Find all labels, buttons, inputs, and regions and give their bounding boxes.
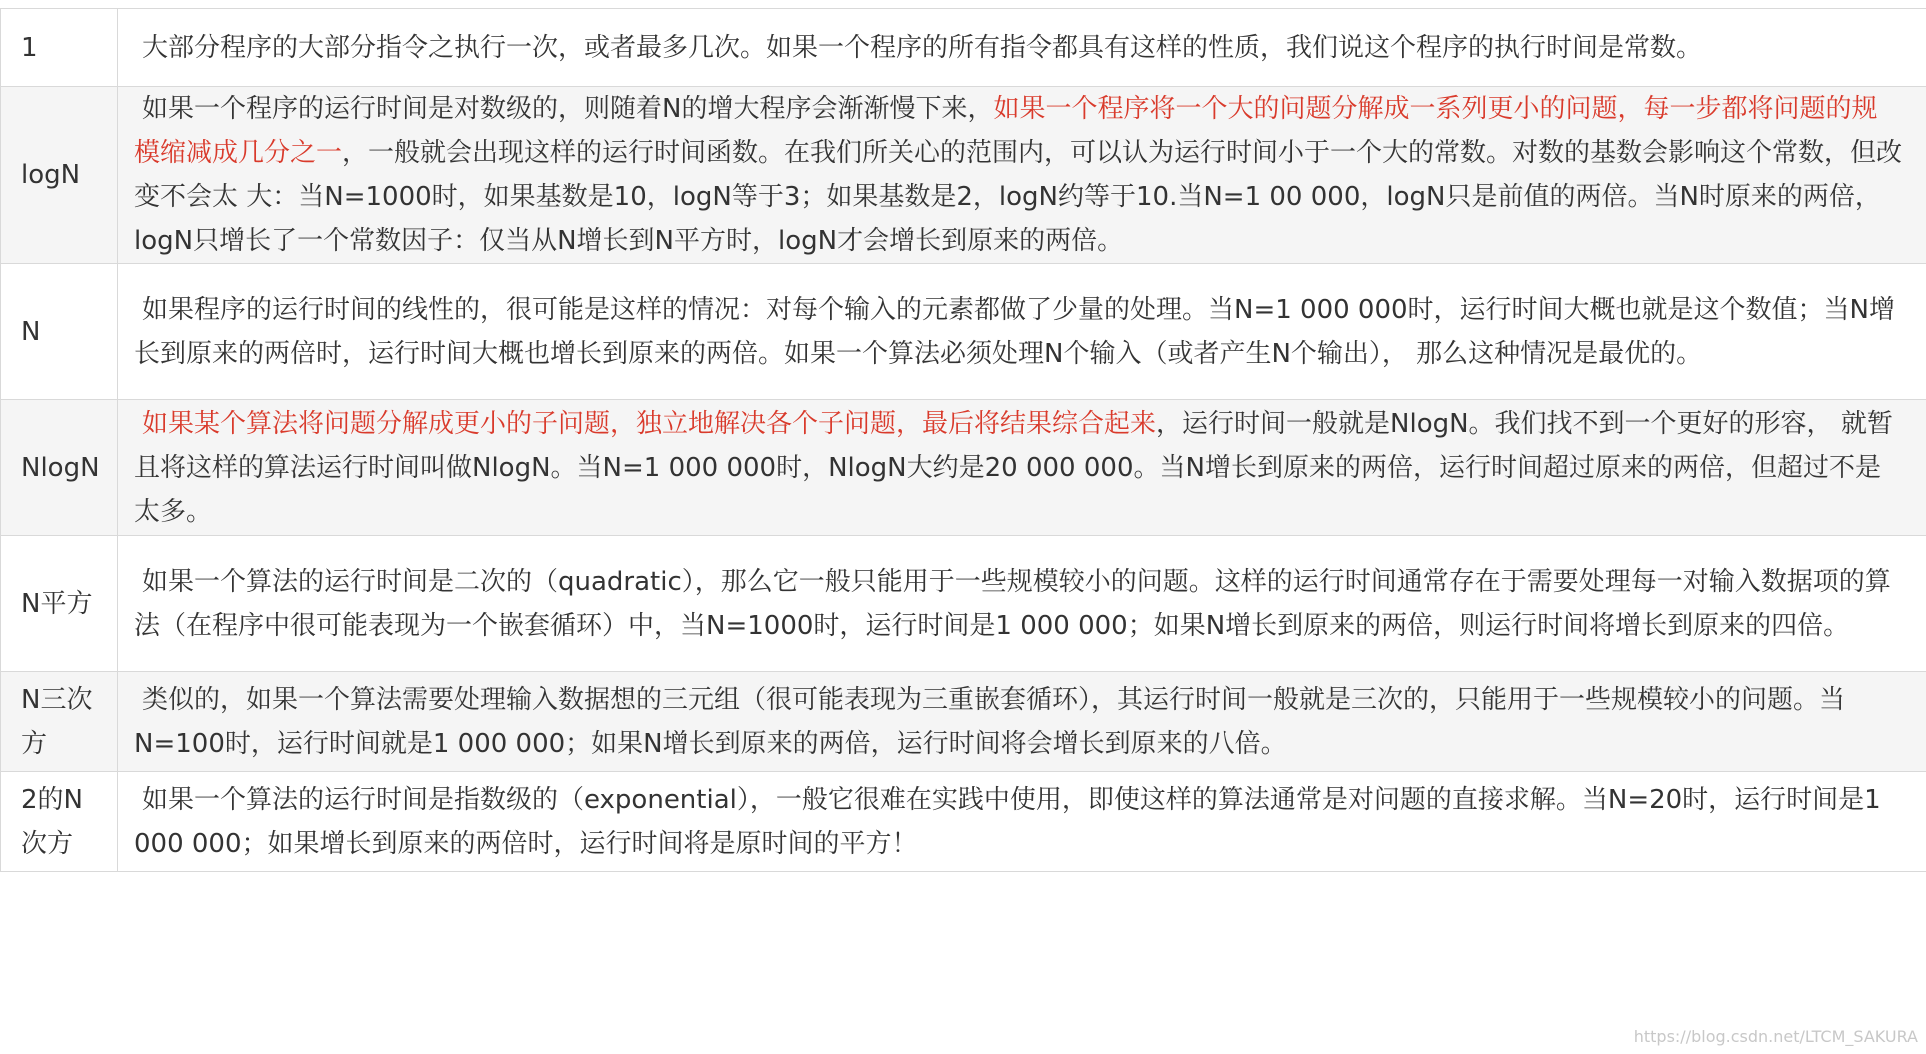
complexity-label: NlogN [1, 400, 118, 536]
complexity-table [0, 8, 1926, 872]
complexity-description [118, 264, 1926, 400]
description-text: 大部分程序的大部分指令之执行一次，或者最多几次。如果一个程序的所有指令都具有这样的性质，我们说这个程序的执行时间是常数。 [142, 32, 1703, 63]
description-text: 如果程序的运行时间的线性的，很可能是这样的情况：对每个输入的元素都做了少量的处理。当N=1 000 000时，运行时间大概也就是这个数值；当N增长到原来的两倍时，运行时间大概也增长到原来的两倍。如果一个算法必须处理N个输入（或者产生N个输出）， 那么这种情况是最优的。 [134, 294, 1896, 369]
complexity-label: logN [1, 87, 118, 264]
description-text: 类似的，如果一个算法需要处理输入数据想的三元组（很可能表现为三重嵌套循环），其运行时间一般就是三次的，只能用于一些规模较小的问题。当N=100时，运行时间就是1 000 000；如果N增长到原来的两倍，运行时间将会增长到原来的八倍。 [134, 684, 1846, 759]
complexity-description [118, 536, 1926, 672]
table-row [1, 264, 1926, 400]
table-row [1, 400, 1926, 536]
complexity-description [118, 772, 1926, 872]
table-row [1, 9, 1926, 87]
complexity-description [118, 87, 1926, 264]
complexity-label: N [1, 264, 118, 400]
description-text: 如果一个算法的运行时间是二次的（quadratic），那么它一般只能用于一些规模较小的问题。这样的运行时间通常存在于需要处理每一对输入数据项的算法（在程序中很可能表现为一个嵌套循环）中，当N=1000时，运行时间是1 000 000；如果N增长到原来的两倍，则运行时间将增长到原来的四倍。 [134, 566, 1891, 641]
complexity-description [118, 400, 1926, 536]
complexity-label: N三次方 [1, 672, 118, 772]
description-text: 如果一个算法的运行时间是指数级的（exponential），一般它很难在实践中使用，即使这样的算法通常是对问题的直接求解。当N=20时，运行时间是1 000 000；如果增长到原来的两倍时，运行时间将是原时间的平方！ [134, 784, 1881, 859]
table-row [1, 672, 1926, 772]
complexity-description [118, 672, 1926, 772]
highlighted-text: 如果某个算法将问题分解成更小的子问题，独立地解决各个子问题，最后将结果综合起来 [142, 408, 1157, 439]
description-text: ，运行时间一般就是NlogN。我们找不到一个更好的形容， 就暂且将这样的算法运行时间叫做NlogN。当N=1 000 000时，NlogN大约是20 000 000。当N增长到原来的两倍，运行时间超过原来的两倍，但超过不是太多。 [134, 408, 1893, 527]
description-text: 如果一个程序的运行时间是对数级的，则随着N的增大程序会渐渐慢下来， [142, 94, 994, 124]
watermark: https://blog.csdn.net/LTCM_SAKURA [1633, 1027, 1918, 1046]
table-row [1, 87, 1926, 264]
description-text: ，一般就会出现这样的运行时间函数。在我们所关心的范围内，可以认为运行时间小于一个大的常数。对数的基数会影响这个常数，但改变不会太 大：当N=1000时，如果基数是10，logN等于3；如果基数是2，logN约等于10.当N=1 00 000，logN只是前值的两倍。当N时原来的两倍，logN只增长了一个常数因子：仅当从N增长到N平方时，logN才会增长到原来的两倍。 [134, 138, 1903, 256]
complexity-label: N平方 [1, 536, 118, 672]
table-row [1, 536, 1926, 672]
complexity-description [118, 9, 1926, 87]
highlighted-text: 如果一个程序将一个大的问题分解成一系列更小的问题，每一步都将问题的规 模缩减成几分之一 [134, 94, 1878, 168]
complexity-label: 1 [1, 9, 118, 87]
table-row [1, 772, 1926, 872]
complexity-label: 2的N次方 [1, 772, 118, 872]
